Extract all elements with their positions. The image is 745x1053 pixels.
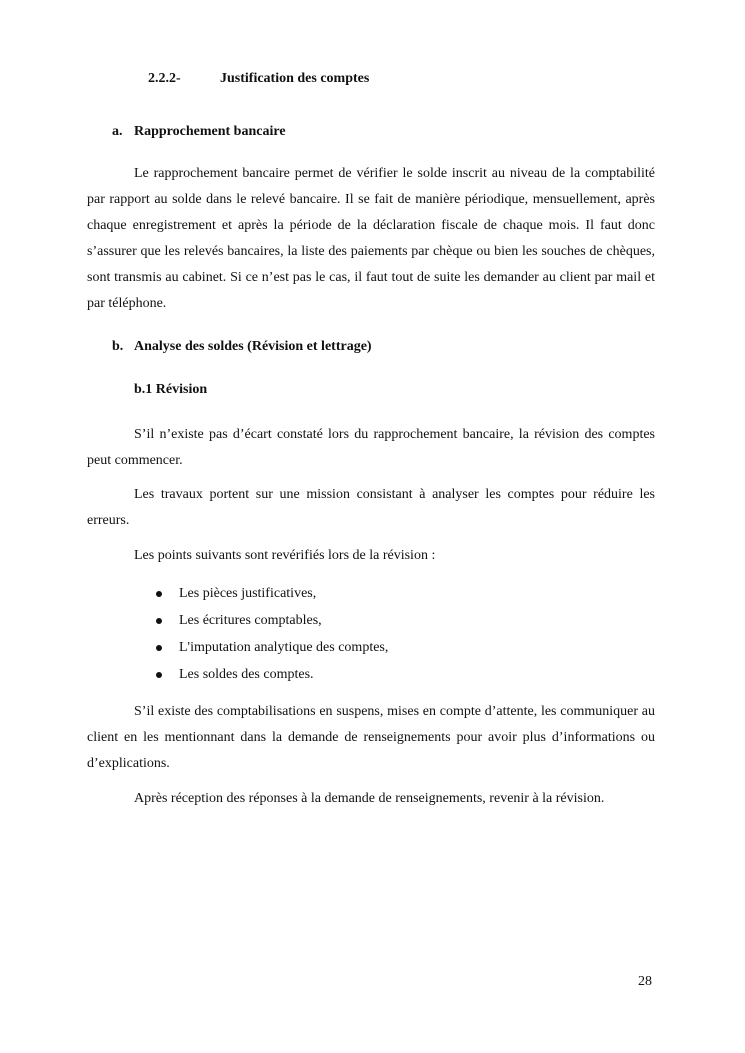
bullet-icon — [156, 645, 162, 651]
subsection-b1-title: b.1 Révision — [134, 382, 208, 397]
bullet-icon — [156, 618, 162, 624]
section-title: Justification des comptes — [220, 71, 370, 86]
rapprochement-paragraph: Le rapprochement bancaire permet de vérifier le solde inscrit au niveau de la comptabilité par rapport au solde dans le relevé bancaire. Il se fait de manière périodique, mensuellement, après chaque enregistrement et après la période de la déclaration fiscale de chaque mois. Il faut donc s’assurer que les relevés bancaires, la liste des paiements par chèque ou bien les souches de chèques, sont transmis au cabinet. Si ce n’est pas le cas, il faut tout de suite les demander au client par mail et par téléphone. — [87, 166, 655, 311]
revision-points-list — [152, 583, 388, 691]
list-item-text: Les pièces justificatives, — [179, 586, 317, 601]
subsection-b-title: Analyse des soldes (Révision et lettrage) — [134, 339, 372, 354]
revision-paragraph-5: Après réception des réponses à la demande de renseignements, revenir à la révision. — [134, 791, 605, 806]
subsection-b-marker: b. — [112, 339, 124, 354]
bullet-icon — [156, 591, 162, 597]
bullet-icon — [156, 672, 162, 678]
list-item — [152, 664, 388, 691]
section-number: 2.2.2- — [148, 71, 181, 86]
subsection-a-title: Rapprochement bancaire — [134, 124, 286, 139]
revision-paragraph-3: Les points suivants sont revérifiés lors de la révision : — [134, 548, 436, 563]
list-item — [152, 610, 388, 637]
subsection-a-marker: a. — [112, 124, 123, 139]
list-item-text: Les écritures comptables, — [179, 613, 322, 628]
list-item-text: Les soldes des comptes. — [179, 667, 314, 682]
list-item-text: L'imputation analytique des comptes, — [179, 640, 389, 655]
list-item — [152, 583, 388, 610]
revision-paragraph-4: S’il existe des comptabilisations en suspens, mises en compte d’attente, les communiquer au client en les mentionnant dans la demande de renseignements pour avoir plus d’informations ou d’explications. — [87, 704, 655, 771]
page-number: 28 — [638, 974, 652, 989]
list-item — [152, 637, 388, 664]
revision-paragraph-2: Les travaux portent sur une mission consistant à analyser les comptes pour réduire les erreurs. — [87, 487, 655, 528]
revision-paragraph-1: S’il n’existe pas d’écart constaté lors du rapprochement bancaire, la révision des comptes peut commencer. — [87, 427, 655, 468]
